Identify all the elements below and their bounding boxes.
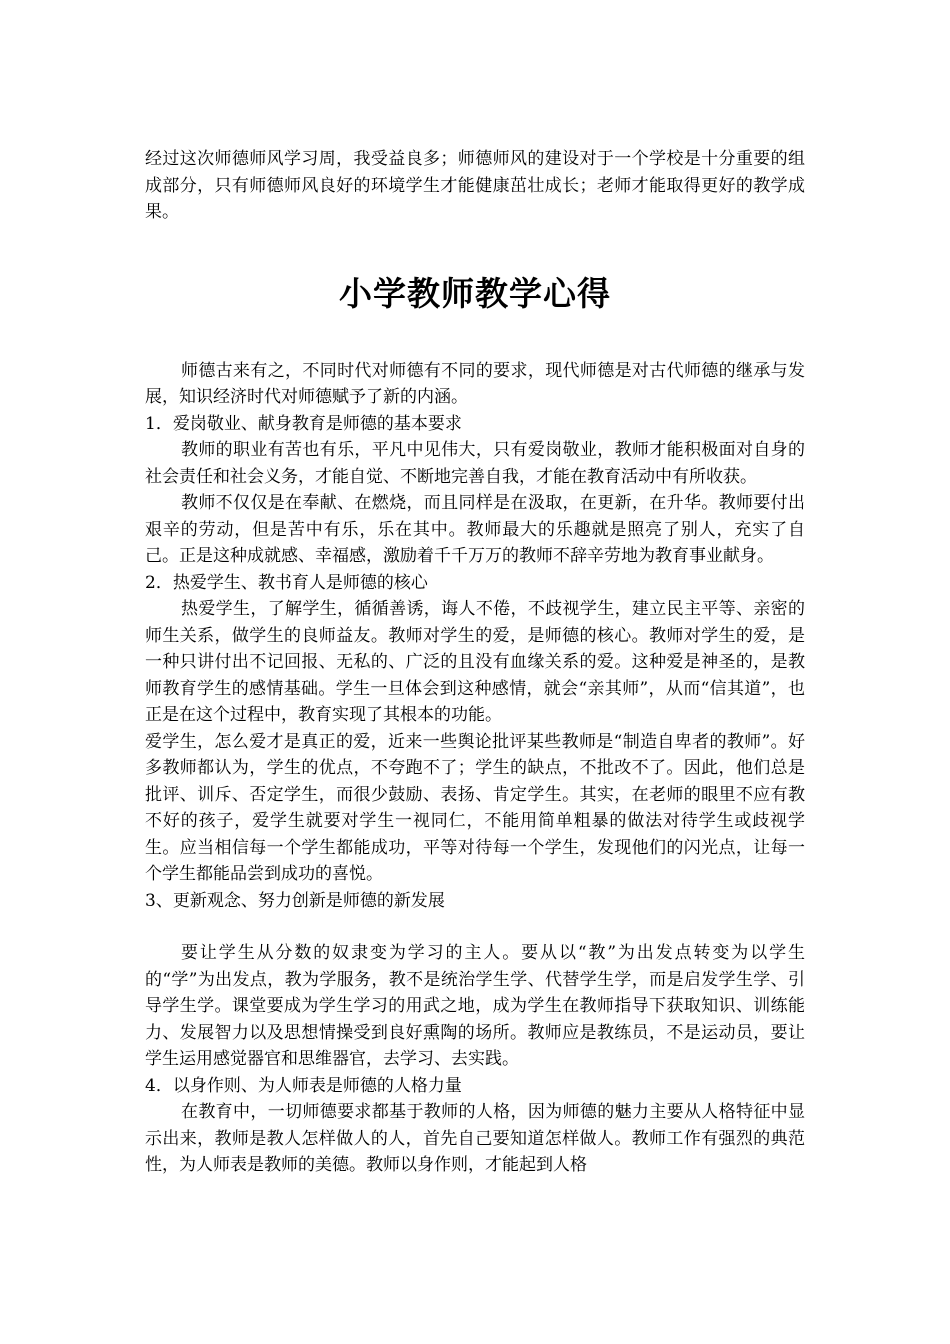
section-heading-3: 3、更新观念、努力创新是师德的新发展 bbox=[145, 890, 445, 911]
blank-line bbox=[145, 914, 805, 940]
paragraph-true-love: 爱学生，怎么爱才是真正的爱，近来一些舆论批评某些教师是“制造自卑者的教师”。好多教师都认为，学生的优点，不夸跑不了；学生的缺点，不批改不了。因此，他们总是批评、训斥、否定学生，而很少鼓励、表扬、肯定学生。其实，在老师的眼里不应有教不好的孩子，爱学生就要对学生一视同仁，不能用简单粗暴的做法对待学生或歧视学生。应当相信每一个学生都能成功，平等对待每一个学生，发现他们的闪光点，让每一个学生都能品尝到成功的喜悦。 bbox=[145, 731, 805, 884]
paragraph-contribution: 教师不仅仅是在奉献、在燃烧，而且同样是在汲取，在更新，在升华。教师要付出艰辛的劳动，但是苦中有乐，乐在其中。教师最大的乐趣就是照亮了别人，充实了自己。正是这种成就感、幸福感，激励着千千万万的教师不辞辛劳地为教育事业献身。 bbox=[145, 493, 805, 566]
section-heading-4: 4．以身作则、为人师表是师德的人格力量 bbox=[145, 1075, 462, 1096]
paragraph-intro-virtue: 师德古来有之，不同时代对师德有不同的要求，现代师德是对古代师德的继承与发展，知识经济时代对师德赋予了新的内涵。 bbox=[145, 360, 805, 407]
paragraph-innovation: 要让学生从分数的奴隶变为学习的主人。要从以“教”为出发点转变为以学生的“学”为出发点，教为学服务，教不是统治学生学、代替学生学，而是启发学生学、引导学生学。课堂要成为学生学习的用武之地，成为学生在教师指导下获取知识、训练能力、发展智力以及思想情操受到良好熏陶的场所。教师应是教练员，不是运动员，要让学生运用感觉器官和思维器官，去学习、去实践。 bbox=[145, 943, 805, 1069]
section-heading-1: 1．爱岗敬业、献身教育是师德的基本要求 bbox=[145, 413, 462, 434]
paragraph-example: 在教育中，一切师德要求都基于教师的人格，因为师德的魅力主要从人格特征中显示出来，教师是教人怎样做人的人，首先自己要知道怎样做人。教师工作有强烈的典范性，为人师表是教师的美德。教师以身作则，才能起到人格 bbox=[145, 1102, 805, 1175]
section-heading-2: 2．热爱学生、教书育人是师德的核心 bbox=[145, 572, 428, 593]
document-title: 小学教师教学心得 bbox=[339, 273, 611, 313]
document-page bbox=[145, 146, 805, 1179]
intro-paragraph: 经过这次师德师风学习周，我受益良多；师德师风的建设对于一个学校是十分重要的组成部分，只有师德师风良好的环境学生才能健康茁壮成长；老师才能取得更好的教学成果。 bbox=[145, 149, 805, 222]
paragraph-dedication: 教师的职业有苦也有乐，平凡中见伟大，只有爱岗敬业，教师才能积极面对自身的社会责任和社会义务，才能自觉、不断地完善自我，才能在教育活动中有所收获。 bbox=[145, 440, 805, 487]
paragraph-love-students: 热爱学生，了解学生，循循善诱，诲人不倦，不歧视学生，建立民主平等、亲密的师生关系，做学生的良师益友。教师对学生的爱，是师德的核心。教师对学生的爱，是一种只讲付出不记回报、无私的、广泛的且没有血缘关系的爱。这种爱是神圣的，是教师教育学生的感情基础。学生一旦体会到这种感情，就会“亲其师”，从而“信其道”，也正是在这个过程中，教育实现了其根本的功能。 bbox=[145, 599, 805, 725]
